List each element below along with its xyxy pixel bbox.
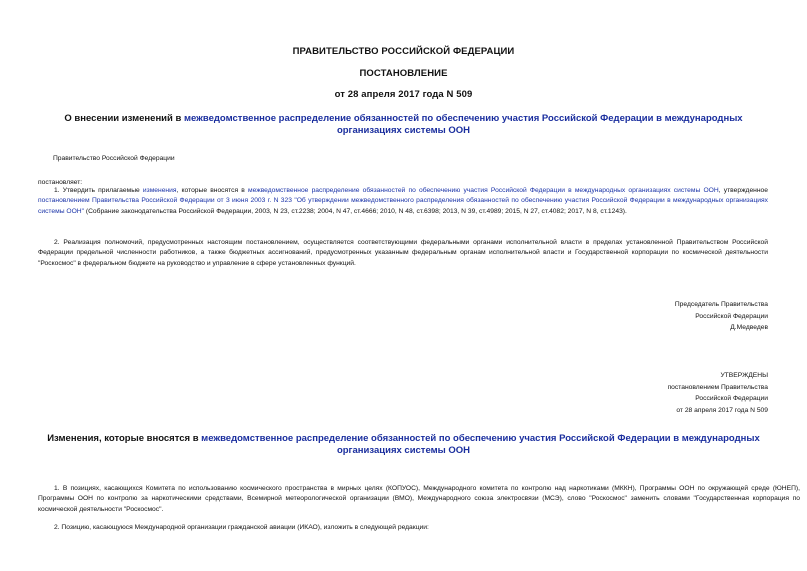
paragraph-2: 2. Реализация полномочий, предусмотренных настоящим постановлением, осуществляется соответствующими федеральными органами исполнительной власти в пределах установленной Правительством Российской Федерации предельной численности работников, а также бюджетных ассигнований, предусмотренных указанным федеральным органам исполнительной власти и Государственной корпорации по космической деятельности "Роскосмос" в федеральном бюджете на руководство и управление в сфере установленных функций. (38, 239, 768, 267)
approved-line-2: постановлением Правительства (667, 383, 768, 391)
signature-line-2: Российской Федерации (695, 312, 768, 320)
changes-title (40, 433, 767, 457)
signature-block (675, 299, 768, 334)
para1-text-4: (Собрание законодательства Российской Федерации, 2003, N 23, ст.2238; 2004, N 47, ст.4666; 2010, N 48, ст.6398; 2013, N 39, ст.4989; 2015, N 27, ст.4082; 2017, N 8, ст.1243). (84, 207, 627, 215)
signature-line-1: Председатель Правительства (674, 301, 768, 308)
changes-title-link[interactable]: межведомственное распределение обязанностей по обеспечению участия Российской Федерации в международных организациях системы ООН (201, 433, 760, 456)
document-type: ПОСТАНОВЛЕНИЕ (359, 68, 448, 79)
change-item-2: 2. Позицию, касающуюся Международной организации гражданской авиации (ИКАО), изложить в следующей редакции: (54, 524, 429, 531)
government-heading: ПРАВИТЕЛЬСТВО РОССИЙСКОЙ ФЕДЕРАЦИИ (292, 46, 515, 57)
para1-text-1: 1. Утвердить прилагаемые (54, 187, 143, 194)
approved-block (668, 370, 768, 416)
changes-title-prefix: Изменения, которые вносятся в (47, 433, 202, 444)
resolution-323-link[interactable]: постановлением Правительства Российской Федерации от 3 июня 2003 г. N 323 "Об утверждении межведомственного распределения обязанностей по обеспечению участия Российской Федерации в международных организациях системы ООН" (38, 197, 768, 215)
distribution-link[interactable]: межведомственное распределение обязанностей по обеспечению участия Российской Федерации в международных организациях системы ООН (247, 187, 719, 194)
intro-text: Правительство Российской Федерации (53, 155, 175, 162)
para1-text-2: , которые вносятся в (176, 187, 248, 194)
title-link[interactable]: межведомственное распределение обязанностей по обеспечению участия Российской Федерации в международных организациях системы ООН (183, 113, 743, 136)
approved-line-4: от 28 апреля 2017 года N 509 (676, 406, 768, 414)
decree-word: постановляет: (38, 179, 83, 186)
changes-link[interactable]: изменения (142, 187, 177, 194)
paragraph-1 (38, 186, 768, 217)
title-prefix: О внесении изменений в (64, 113, 184, 124)
approved-line-1: УТВЕРЖДЕНЫ (720, 372, 768, 379)
document-date-number: от 28 апреля 2017 года N 509 (334, 89, 473, 100)
para1-text-3: , утвержденное (718, 187, 768, 194)
approved-line-3: Российской Федерации (695, 395, 768, 403)
document-title (45, 113, 762, 137)
signature-line-3: Д.Медведев (730, 324, 768, 332)
change-item-1: 1. В позициях, касающихся Комитета по использованию космического пространства в мирных целях (КОПУОС), Международного комитета по контролю над наркотиками (МККН), Программы ООН по окружающей среде (ЮНЕП), Программы ООН по контролю за наркотическими средствами, Всемирной метеорологической организации (ВМО), Международного союза электросвязи (МСЭ), слово "Роскосмос" заменить словами "Государственная корпорация по космической деятельности "Роскосмос". (38, 485, 800, 513)
